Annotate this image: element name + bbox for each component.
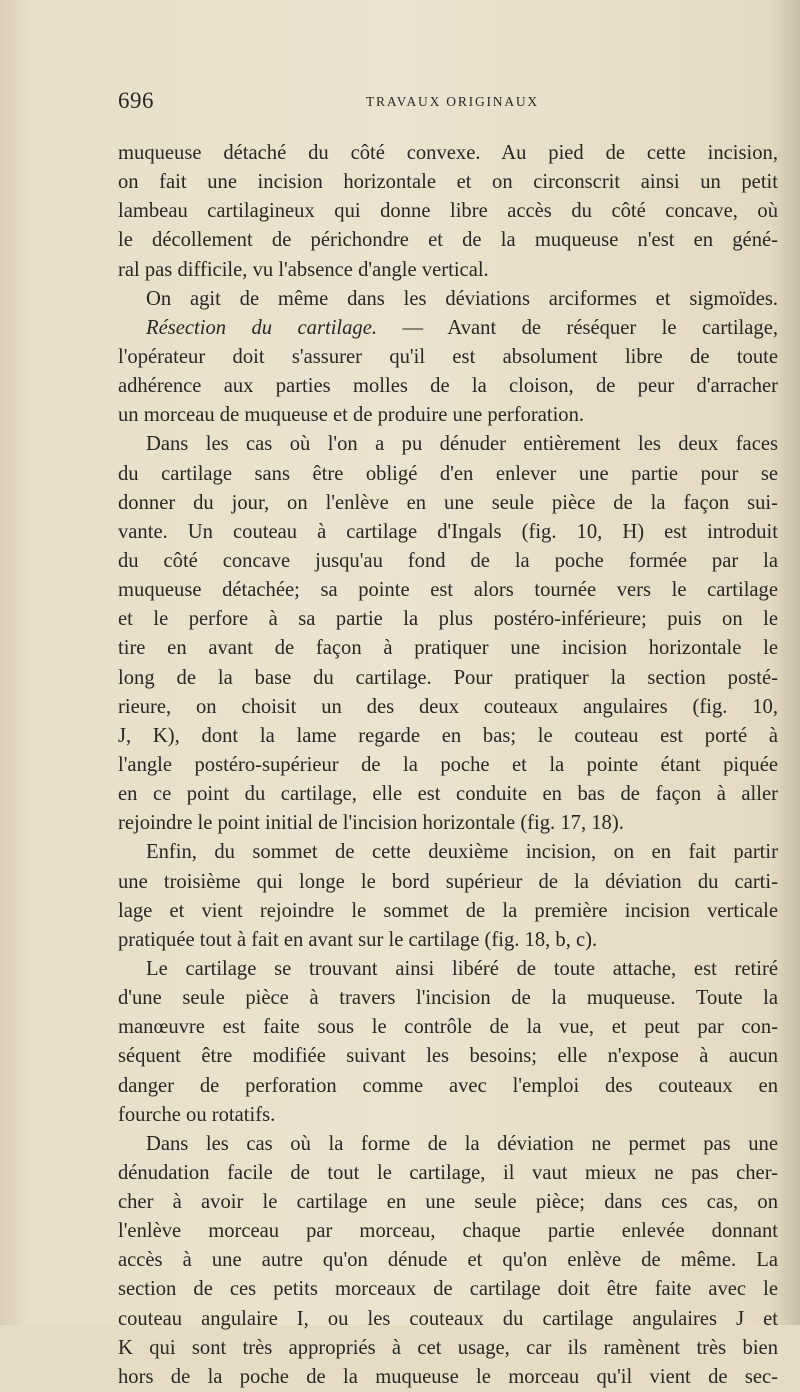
line-text: — Avant de réséquer le cartilage,	[377, 316, 778, 339]
text-line: rieure, on choisit un des deux couteaux angulaires (fig. 10,	[118, 695, 778, 718]
text-line: danger de perforation comme avec l'emploi des couteaux en	[118, 1074, 778, 1097]
page-header	[118, 88, 778, 118]
text-line: et le perfore à sa partie la plus postéro-inférieure; puis on le	[118, 608, 778, 631]
text-line: J, K), dont la lame regarde en bas; le couteau est porté à	[118, 724, 778, 747]
text-line: le décollement de périchondre et de la muqueuse n'est en géné-	[118, 229, 778, 252]
text-line: tire en avant de façon à pratiquer une incision horizontale le	[118, 637, 778, 660]
text-line: d'une seule pièce à travers l'incision de la muqueuse. Toute la	[118, 987, 778, 1010]
text-line: séquent être modifiée suivant les besoins; elle n'expose à aucun	[118, 1045, 778, 1068]
text-line: ral pas difficile, vu l'absence d'angle vertical.	[118, 258, 489, 281]
text-line: manœuvre est faite sous le contrôle de la vue, et peut par con-	[118, 1016, 778, 1039]
text-line: Dans les cas où l'on a pu dénuder entièrement les deux faces	[146, 433, 778, 456]
text-line: lage et vient rejoindre le sommet de la première incision verticale	[118, 899, 778, 922]
text-line: Enfin, du sommet de cette deuxième incision, on en fait partir	[146, 841, 778, 864]
text-line: accès à une autre qu'on dénude et qu'on enlève de même. La	[118, 1249, 778, 1272]
text-line: Le cartilage se trouvant ainsi libéré de toute attache, est retiré	[146, 957, 778, 980]
text-line	[118, 314, 778, 343]
text-line: couteau angulaire I, ou les couteaux du cartilage angulaires J et	[118, 1307, 778, 1330]
page-number: 696	[118, 88, 154, 113]
text-line: l'enlève morceau par morceau, chaque partie enlevée donnant	[118, 1220, 778, 1243]
body-text	[118, 139, 778, 1392]
text-line: long de la base du cartilage. Pour pratiquer la section posté-	[118, 666, 778, 689]
text-line: en ce point du cartilage, elle est conduite en bas de façon à aller	[118, 783, 778, 806]
text-line: fourche ou rotatifs.	[118, 1103, 276, 1126]
text-line: vante. Un couteau à cartilage d'Ingals (fig. 10, H) est introduit	[118, 520, 778, 543]
text-line: on fait une incision horizontale et on circonscrit ainsi un petit	[118, 171, 778, 194]
text-line: du cartilage sans être obligé d'en enlever une partie pour se	[118, 462, 778, 485]
text-line: cher à avoir le cartilage en une seule pièce; dans ces cas, on	[118, 1191, 778, 1214]
text-line: Dans les cas où la forme de la déviation ne permet pas une	[146, 1132, 778, 1155]
text-line: dénudation facile de tout le cartilage, il vaut mieux ne pas cher-	[118, 1161, 778, 1184]
text-line: On agit de même dans les déviations arciformes et sigmoïdes.	[146, 287, 778, 310]
text-line: K qui sont très appropriés à cet usage, car ils ramènent très bien	[118, 1336, 778, 1359]
section-heading: Résection du cartilage.	[146, 316, 378, 339]
text-line: du côté concave jusqu'au fond de la poche formée par la	[118, 549, 778, 572]
text-line: l'angle postéro-supérieur de la poche et la pointe étant piquée	[118, 753, 778, 776]
text-line: adhérence aux parties molles de la cloison, de peur d'arracher	[118, 375, 778, 398]
text-line: lambeau cartilagineux qui donne libre accès du côté concave, où	[118, 200, 778, 223]
text-line: muqueuse détachée; sa pointe est alors tournée vers le cartilage	[118, 579, 778, 602]
running-head: TRAVAUX ORIGINAUX	[366, 94, 539, 109]
text-line: rejoindre le point initial de l'incision horizontale (fig. 17, 18).	[118, 812, 624, 835]
text-line: pratiquée tout à fait en avant sur le cartilage (fig. 18, b, c).	[118, 928, 598, 951]
text-line: hors de la poche de la muqueuse le morceau qu'il vient de sec-	[118, 1365, 778, 1388]
text-line: muqueuse détaché du côté convexe. Au pied de cette incision,	[118, 142, 778, 164]
text-line: donner du jour, on l'enlève en une seule pièce de la façon sui-	[118, 491, 778, 514]
text-line: une troisième qui longe le bord supérieur de la déviation du carti-	[118, 870, 778, 893]
text-line: l'opérateur doit s'assurer qu'il est absolument libre de toute	[118, 345, 778, 368]
text-line: un morceau de muqueuse et de produire une perforation.	[118, 404, 585, 427]
text-line: section de ces petits morceaux de cartilage doit être faite avec le	[118, 1278, 778, 1301]
